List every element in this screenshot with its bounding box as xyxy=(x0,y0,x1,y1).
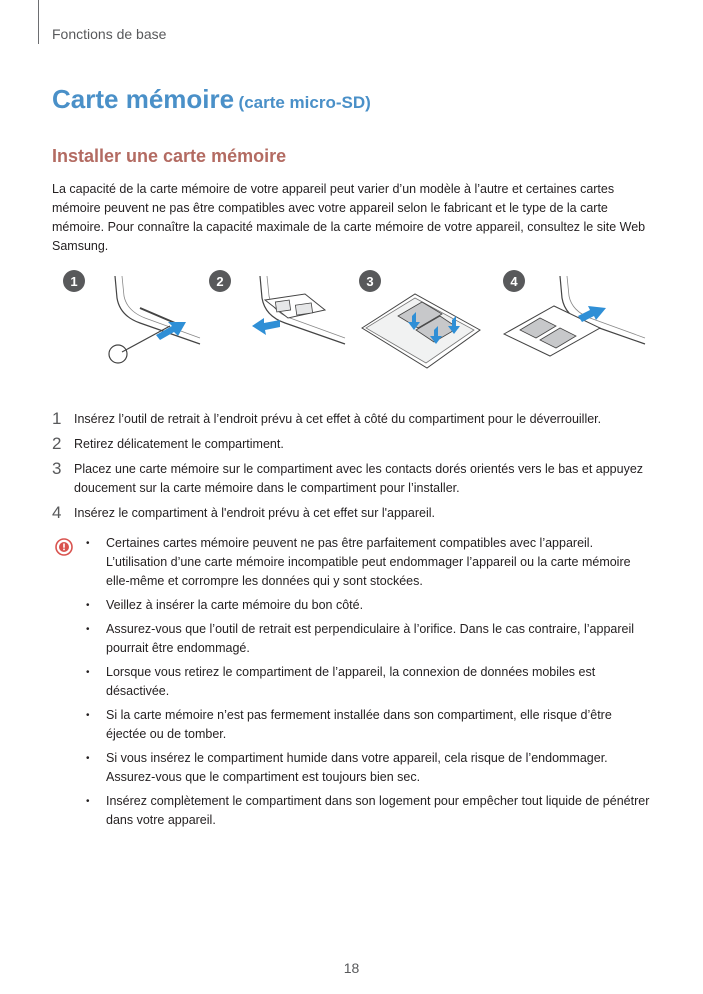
illustration-step-3 xyxy=(359,270,480,368)
illustration-step-1 xyxy=(63,270,200,363)
step-badge-1 xyxy=(63,270,85,292)
installation-illustration xyxy=(60,268,650,380)
note-text: Certaines cartes mémoire peuvent ne pas être parfaitement compatibles avec l’appareil. L’utilisation d’une carte mémoire incompatible peut endommager l’appareil ou la carte mémoire elle-même et corrompre les données qui y sont stockées. xyxy=(106,536,631,588)
arrow-icon xyxy=(252,318,280,335)
svg-text:1: 1 xyxy=(70,274,78,289)
note-item xyxy=(86,749,651,787)
step-item xyxy=(52,435,652,454)
bullet-icon: • xyxy=(86,796,90,807)
note-item xyxy=(86,596,651,615)
bullet-icon: • xyxy=(86,710,90,721)
intro-paragraph: La capacité de la carte mémoire de votre appareil peut varier d’un modèle à l’autre et certaines cartes mémoire peuvent ne pas être compatibles avec votre appareil selon le fabricant et le type de la carte mémoire. Pour connaître la capacité maximale de la carte mémoire de votre appareil, consultez le site Web Samsung. xyxy=(52,182,646,253)
step-badge-2 xyxy=(209,270,231,292)
page-title-main: Carte mémoire xyxy=(52,84,235,114)
step-item xyxy=(52,460,652,498)
step-list xyxy=(52,410,652,529)
page-number: 18 xyxy=(343,960,360,976)
step-badge-3 xyxy=(359,270,381,292)
bullet-icon: • xyxy=(86,753,90,764)
note-text: Lorsque vous retirez le compartiment de l’appareil, la connexion de données mobiles est désactivée. xyxy=(106,665,596,698)
header-divider xyxy=(38,0,39,44)
step-number: 1 xyxy=(52,409,62,428)
note-item xyxy=(86,534,651,591)
page-title xyxy=(52,84,371,115)
arrow-icon xyxy=(578,306,606,322)
svg-text:4: 4 xyxy=(510,274,518,289)
note-text: Assurez-vous que l’outil de retrait est perpendiculaire à l’orifice. Dans le cas contraire, l’appareil pourrait être endommagé. xyxy=(106,622,635,655)
note-text: Insérez complètement le compartiment dans son logement pour empêcher tout liquide de pénétrer dans votre appareil. xyxy=(106,794,650,827)
step-text: Insérez l’outil de retrait à l’endroit prévu à cet effet à côté du compartiment pour le déverrouiller. xyxy=(74,412,602,426)
svg-text:3: 3 xyxy=(366,274,374,289)
warning-icon xyxy=(55,538,73,556)
bullet-icon: • xyxy=(86,600,90,611)
note-text: Si la carte mémoire n’est pas fermement installée dans son compartiment, elle risque d’être éjectée ou de tomber. xyxy=(106,708,612,741)
step-text: Placez une carte mémoire sur le compartiment avec les contacts dorés orientés vers le bas et appuyez doucement sur la carte mémoire dans le compartiment pour l’installer. xyxy=(74,462,644,495)
step-item xyxy=(52,410,652,429)
illustration-step-4 xyxy=(503,270,645,356)
step-number: 3 xyxy=(52,459,62,478)
page-title-sub: (carte micro-SD) xyxy=(238,93,371,112)
step-number: 2 xyxy=(52,434,62,453)
step-text: Insérez le compartiment à l'endroit prévu à cet effet sur l'appareil. xyxy=(74,506,435,520)
illustration-step-2 xyxy=(209,270,345,344)
bullet-icon: • xyxy=(86,538,90,549)
step-badge-4 xyxy=(503,270,525,292)
note-text: Veillez à insérer la carte mémoire du bon côté. xyxy=(106,598,364,612)
step-number: 4 xyxy=(52,503,62,522)
note-item xyxy=(86,792,651,830)
note-item xyxy=(86,663,651,701)
section-subtitle: Installer une carte mémoire xyxy=(52,146,287,166)
step-item xyxy=(52,504,652,523)
note-item xyxy=(86,620,651,658)
bullet-icon: • xyxy=(86,624,90,635)
warning-notes xyxy=(86,534,651,835)
bullet-icon: • xyxy=(86,667,90,678)
step-text: Retirez délicatement le compartiment. xyxy=(74,437,284,451)
note-item xyxy=(86,706,651,744)
section-header: Fonctions de base xyxy=(52,26,167,42)
note-text: Si vous insérez le compartiment humide dans votre appareil, cela risque de l’endommager. Assurez-vous que le compartiment est toujours bien sec. xyxy=(106,751,608,784)
svg-text:2: 2 xyxy=(216,274,224,289)
